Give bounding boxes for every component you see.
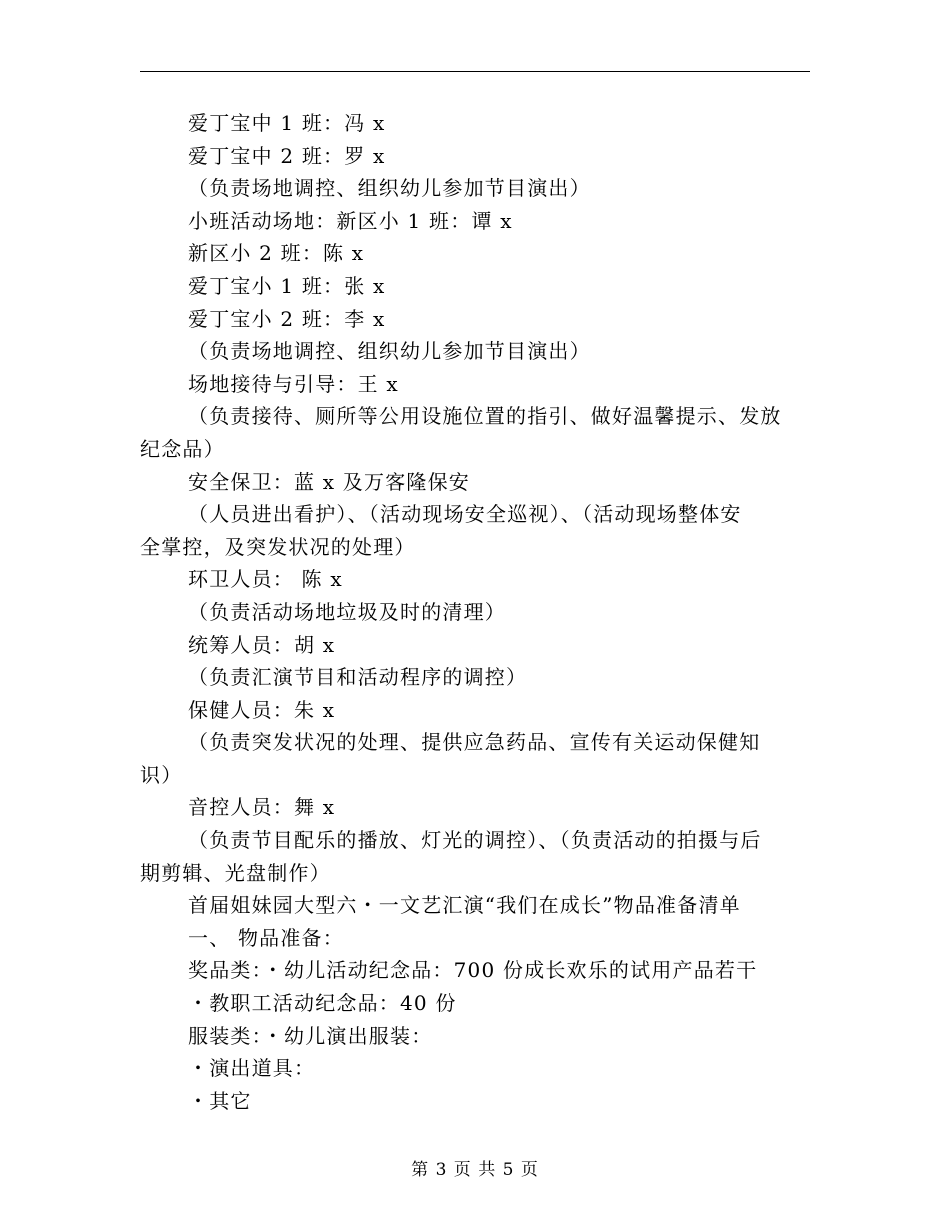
text-line: （人员进出看护）、（活动现场安全巡视）、（活动现场整体安	[188, 502, 742, 527]
document-body	[140, 107, 810, 1117]
text-line: （负责突发状况的处理、提供应急药品、宣传有关运动保健知	[188, 730, 761, 755]
text-line: ・教职工活动纪念品：40 份	[188, 991, 457, 1016]
text-line: 环卫人员： 陈 x	[188, 567, 343, 592]
text-line: 小班活动场地：新区小 1 班：谭 x	[188, 208, 513, 233]
text-line: ・其它	[188, 1088, 252, 1113]
text-line: （负责汇演节目和活动程序的调控）	[188, 665, 528, 690]
text-line: 场地接待与引导：王 x	[188, 371, 399, 396]
text-line: （负责场地调控、组织幼儿参加节目演出）	[188, 339, 591, 364]
text-line: 保健人员：朱 x	[188, 697, 336, 722]
header-rule	[140, 71, 810, 72]
text-line: 统筹人员：胡 x	[188, 632, 336, 657]
text-line: （负责接待、厕所等公用设施位置的指引、做好温馨提示、发放	[188, 404, 782, 429]
text-line: 识）	[140, 762, 183, 787]
text-line: 奖品类：・幼儿活动纪念品：700 份成长欢乐的试用产品若干	[188, 958, 758, 983]
text-line: 音控人员：舞 x	[188, 795, 336, 820]
page-number: 第 3 页 共 5 页	[411, 1160, 539, 1180]
text-line: 爱丁宝中 2 班：罗 x	[188, 143, 386, 168]
text-line: 首届姐妹园大型六・一文艺汇演“我们在成长”物品准备清单	[188, 893, 741, 918]
text-line: 新区小 2 班：陈 x	[188, 241, 365, 266]
text-line: （负责活动场地垃圾及时的清理）	[188, 599, 506, 624]
text-line: ・演出道具：	[188, 1056, 316, 1081]
text-line: 爱丁宝小 2 班：李 x	[188, 306, 386, 331]
text-line: 爱丁宝小 1 班：张 x	[188, 273, 386, 298]
text-line: 纪念品）	[140, 436, 225, 461]
text-line: 安全保卫：蓝 x 及万客隆保安	[188, 469, 470, 494]
text-line: 服装类：・幼儿演出服装：	[188, 1023, 433, 1048]
text-line: 全掌控，及突发状况的处理）	[140, 534, 416, 559]
text-line: 期剪辑、光盘制作）	[140, 860, 331, 885]
text-line: 一、 物品准备：	[188, 925, 344, 950]
text-line: （负责节目配乐的播放、灯光的调控）、（负责活动的拍摄与后	[188, 828, 762, 853]
text-line: （负责场地调控、组织幼儿参加节目演出）	[188, 176, 591, 201]
text-line: 爱丁宝中 1 班：冯 x	[188, 111, 386, 135]
